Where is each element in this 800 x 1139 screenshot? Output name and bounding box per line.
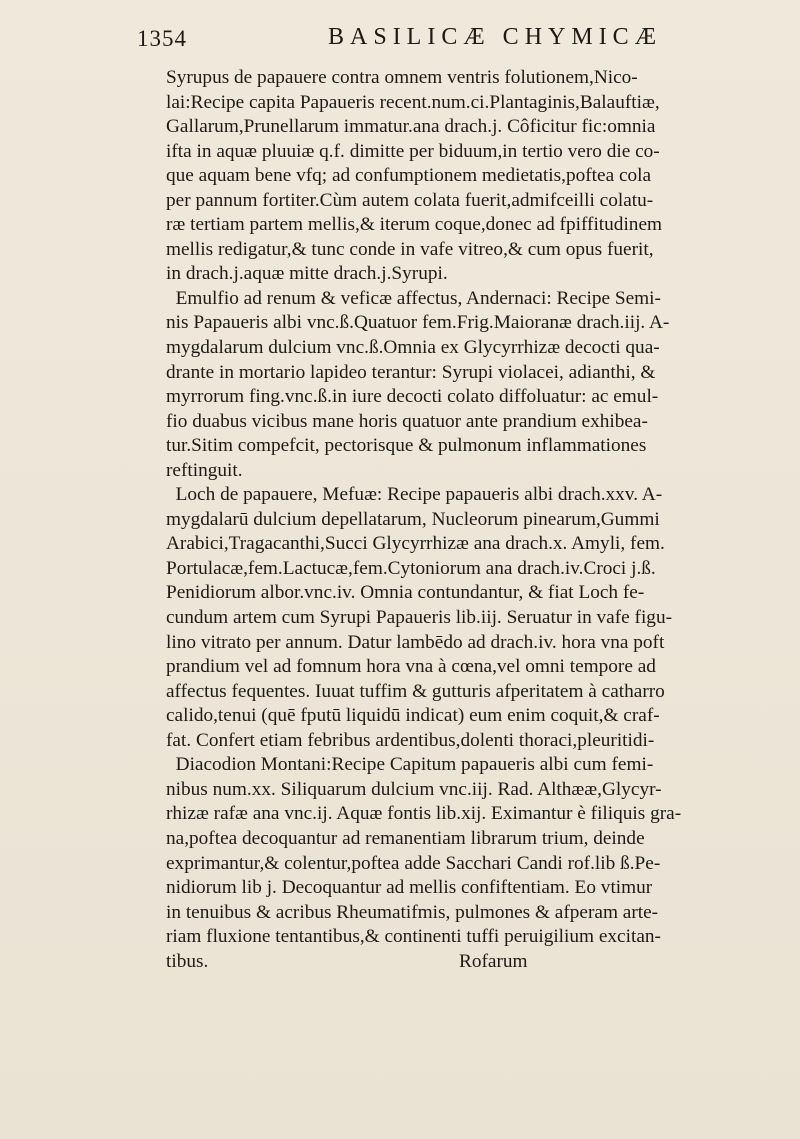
text-line: in tenuibus & acribus Rheumatifmis, pulmones & afperam arte- (166, 901, 659, 923)
page-header (0, 22, 800, 62)
text-line: lai:Recipe capita Papaueris recent.num.ci.Plantaginis,Balauftiæ, (166, 91, 660, 113)
text-line: affectus fequentes. Iuuat tuffim & gutturis afperitatem à catharro (166, 680, 665, 702)
text-line: lino vitrato per annum. Datur lambēdo ad drach.iv. hora vna poft (166, 631, 665, 653)
text-line: per pannum fortiter.Cùm autem colata fuerit,admifceilli colatu- (166, 189, 654, 211)
text-line: mellis redigatur,& tunc conde in vafe vitreo,& cum opus fuerit, (166, 238, 654, 260)
text-line: nis Papaueris albi vnc.ß.Quatuor fem.Frig.Maioranæ drach.iij. A- (166, 312, 670, 334)
text-line: tur.Sitim compefcit, pectorisque & pulmonum inflammationes (166, 435, 647, 457)
text-line: exprimantur,& colentur,poftea adde Sacchari Candi rof.lib ß.Pe- (166, 852, 661, 874)
text-line: fio duabus vicibus mane horis quatuor ante prandium exhibea- (166, 410, 648, 432)
text-line: fat. Confert etiam febribus ardentibus,dolenti thoraci,pleuritidi- (166, 729, 655, 751)
text-line: cundum artem cum Syrupi Papaueris lib.iij. Seruatur in vafe figu- (166, 607, 673, 629)
text-line: Syrupus de papauere contra omnem ventris folutionem,Nico- (166, 67, 638, 88)
text-line: na,poftea decoquantur ad remanentiam librarum trium, deinde (166, 827, 645, 849)
text-line: ifta in aquæ pluuiæ q.f. dimitte per biduum,in tertio vero die co- (166, 140, 660, 162)
text-line: rhizæ rafæ ana vnc.ij. Aquæ fontis lib.xij. Eximantur è filiquis gra- (166, 803, 682, 825)
text-line: Loch de papauere, Mefuæ: Recipe papaueris albi drach.xxv. A- (166, 484, 663, 506)
text-line: tibus. Rofarum (166, 950, 528, 972)
text-line: mygdalarum dulcium vnc.ß.Omnia ex Glycyrrhizæ decocti qua- (166, 337, 660, 359)
text-line: nidiorum lib j. Decoquantur ad mellis confiftentiam. Eo vtimur (166, 877, 653, 899)
page-number: 1354 (137, 26, 187, 51)
text-line: Arabici,Tragacanthi,Succi Glycyrrhizæ ana drach.x. Amyli, fem. (166, 533, 665, 555)
body-text (166, 66, 796, 974)
text-line: riam fluxione tentantibus,& continenti tuffi peruigilium excitan- (166, 926, 661, 948)
text-line: Portulacæ,fem.Lactucæ,fem.Cytoniorum ana drach.iv.Croci j.ß. (166, 557, 656, 579)
text-line: prandium vel ad fomnum hora vna à cœna,vel omni tempore ad (166, 656, 656, 678)
text-line: que aquam bene vfq; ad confumptionem medietatis,poftea cola (166, 165, 652, 187)
text-line: mygdalarū dulcium depellatarum, Nucleorum pinearum,Gummi (166, 508, 660, 530)
text-line: Diacodion Montani:Recipe Capitum papaueris albi cum femi- (166, 754, 654, 776)
text-line: calido,tenui (quē fputū liquidū indicat) eum enim coquit,& craf- (166, 705, 660, 727)
running-title: BASILICÆ CHYMICÆ (328, 24, 663, 50)
text-line: Gallarum,Prunellarum immatur.ana drach.j. Côficitur fic:omnia (166, 116, 656, 138)
text-line: in drach.j.aquæ mitte drach.j.Syrupi. (166, 263, 448, 285)
text-line: nibus num.xx. Siliquarum dulcium vnc.iij. Rad. Althææ,Glycyr- (166, 778, 662, 800)
text-line: Penidiorum albor.vnc.iv. Omnia contundantur, & fiat Loch fe- (166, 582, 645, 604)
text-line: drante in mortario lapideo terantur: Syrupi violacei, adianthi, & (166, 361, 656, 383)
text-line: ræ tertiam partem mellis,& iterum coque,donec ad fpiffitudinem (166, 214, 662, 236)
text-line: Emulfio ad renum & veficæ affectus, Andernaci: Recipe Semi- (166, 287, 661, 309)
text-line: myrrorum fing.vnc.ß.in iure decocti colato diffoluatur: ac emul- (166, 386, 659, 408)
text-line: reftinguit. (166, 459, 243, 481)
